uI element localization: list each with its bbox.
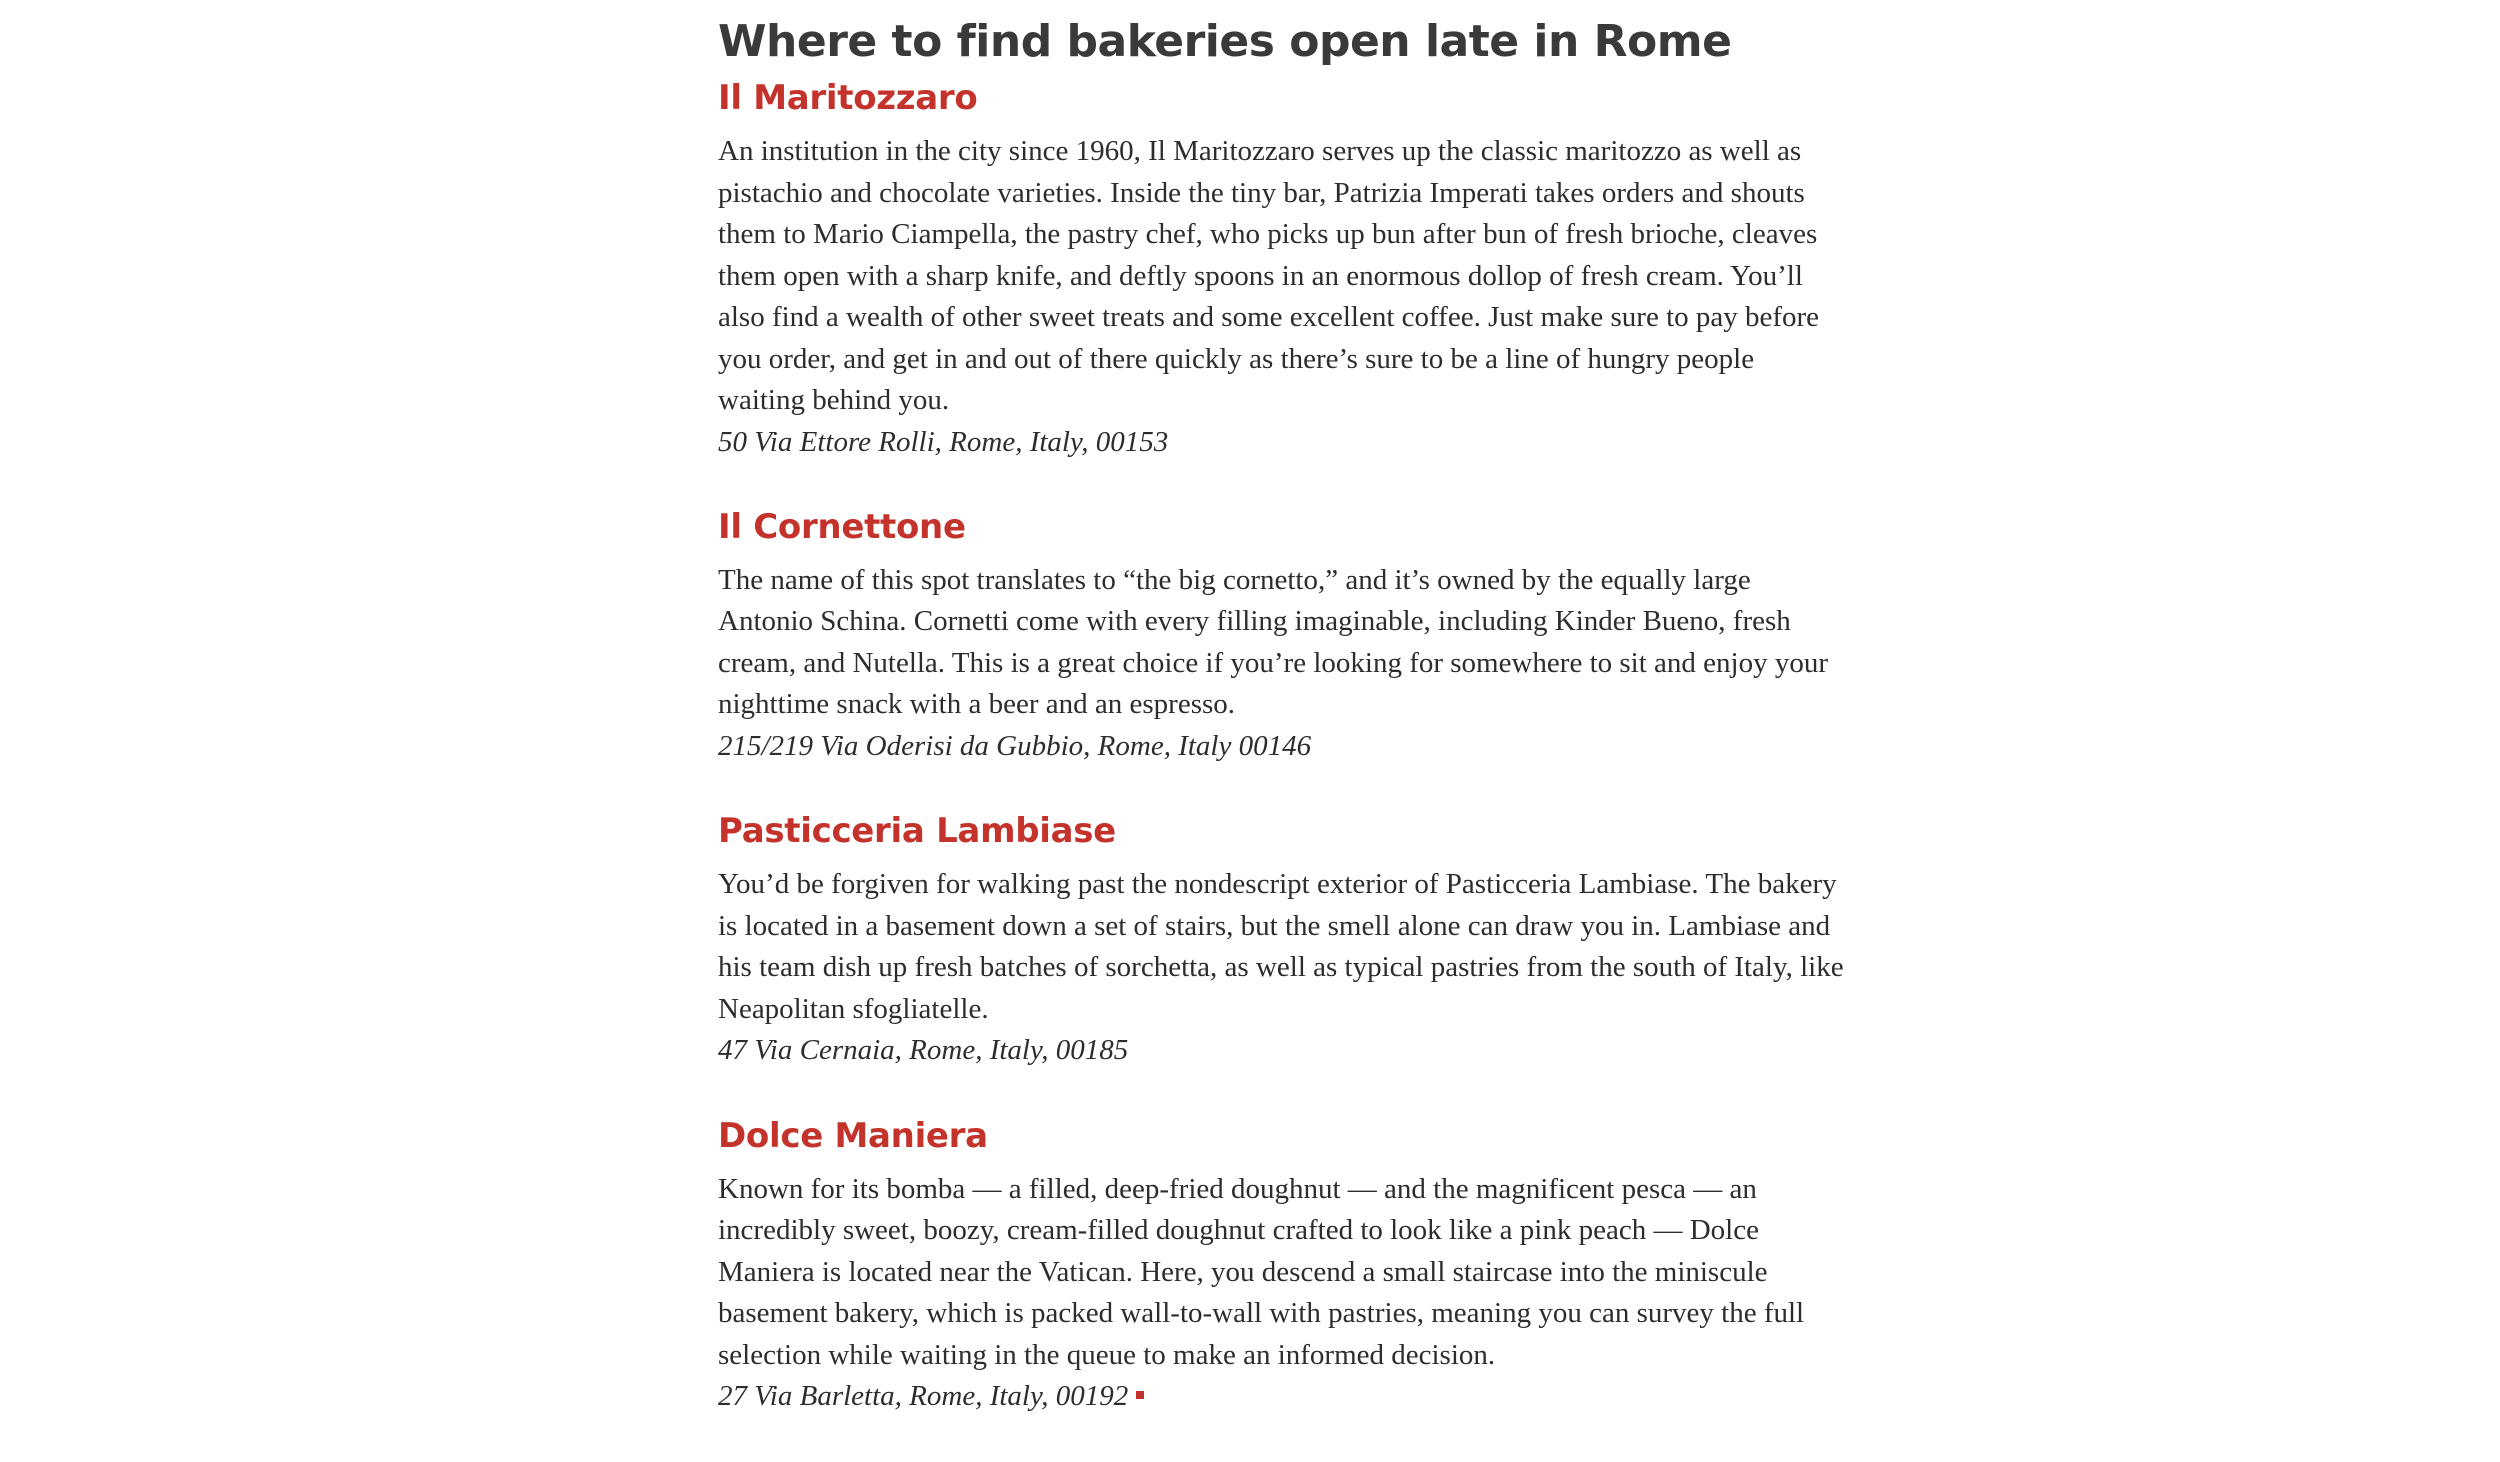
bakery-address: 27 Via Barletta, Rome, Italy, 00192 xyxy=(718,1380,1129,1413)
bakery-section-il-maritozzaro xyxy=(718,78,1848,463)
bakery-address: 50 Via Ettore Rolli, Rome, Italy, 00153 xyxy=(718,425,1169,458)
bakery-name: Il Maritozzaro xyxy=(718,78,978,119)
article-title: Where to find bakeries open late in Rome xyxy=(718,16,1732,67)
bakery-name: Dolce Maniera xyxy=(718,1115,988,1156)
bakery-description: Known for its bomba — a filled, deep-fried doughnut — and the magnificent pesca — an incredibly sweet, boozy, cream-filled doughnut crafted to look like a pink peach — Dolce Maniera is located near the Vatican. Here, you descend a small staircase into the miniscule basement bakery, which is packed wall-to-wall with pastries, meaning you can survey the full selection while waiting in the queue to make an informed decision. xyxy=(718,1172,1805,1371)
bakery-section-pasticceria-lambiase xyxy=(718,811,1848,1071)
bakery-name: Il Cornettone xyxy=(718,507,966,548)
bakery-address: 215/219 Via Oderisi da Gubbio, Rome, Italy 00146 xyxy=(718,729,1312,762)
bakery-description: The name of this spot translates to “the big cornetto,” and it’s owned by the equally large Antonio Schina. Cornetti come with every filling imaginable, including Kinder Bueno, fresh cream, and Nutella. This is a great choice if you’re looking for somewhere to sit and enjoy your nighttime snack with a beer and an espresso. xyxy=(718,563,1828,721)
bakery-section-dolce-maniera xyxy=(718,1116,1848,1418)
article xyxy=(718,18,1848,1462)
bakery-description: An institution in the city since 1960, Il Maritozzaro serves up the classic maritozzo as well as pistachio and chocolate varieties. Inside the tiny bar, Patrizia Imperati takes orders and shouts them to Mario Ciampella, the pastry chef, who picks up bun after bun of fresh brioche, cleaves them open with a sharp knife, and deftly spoons in an enormous dollop of fresh cream. You’ll also find a wealth of other sweet treats and some excellent coffee. Just make sure to pay before you order, and get in and out of there quickly as there’s sure to be a line of hungry people waiting behind you. xyxy=(718,135,1820,417)
bakery-name: Pasticceria Lambiase xyxy=(718,811,1116,852)
bakery-address-line xyxy=(718,1376,1848,1418)
bakery-address: 47 Via Cernaia, Rome, Italy, 00185 xyxy=(718,1034,1129,1067)
bakery-description: You’d be forgiven for walking past the nondescript exterior of Pasticceria Lambiase. The bakery is located in a basement down a set of stairs, but the smell alone can draw you in. Lambiase and his team dish up fresh batches of sorchetta, as well as typical pastries from the south of Italy, like Neapolitan sfogliatelle. xyxy=(718,868,1844,1025)
article-end-mark-icon xyxy=(1136,1391,1144,1399)
bakery-section-il-cornettone xyxy=(718,507,1848,767)
